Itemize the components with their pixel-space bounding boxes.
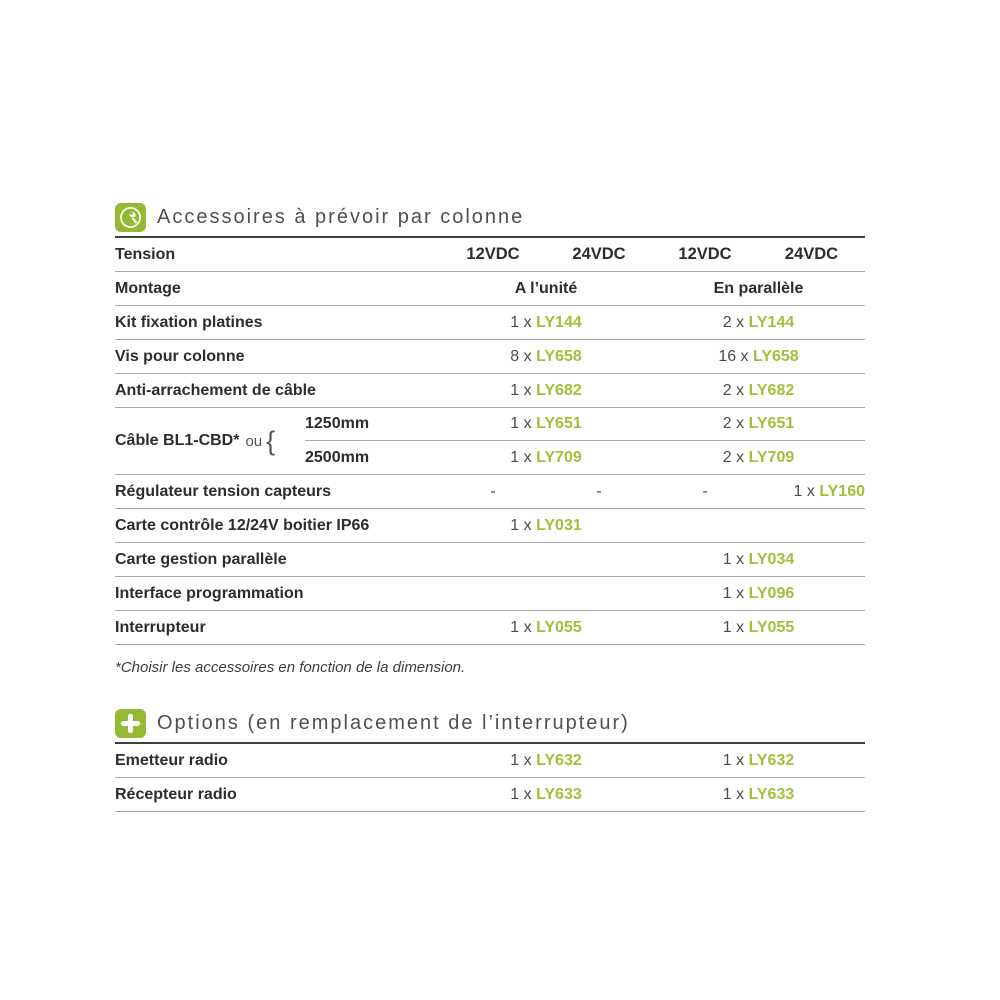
options-title: Options (en remplacement de l’interrupteur) [157, 712, 630, 734]
options-section [115, 708, 865, 812]
quantity: 1 x [510, 751, 532, 769]
part-code: LY651 [748, 415, 795, 432]
plus-icon [115, 709, 146, 738]
value-cell [652, 483, 758, 501]
row-label: Emetteur radio [115, 751, 228, 769]
quantity: - [596, 482, 602, 500]
brace-glyph: { [266, 425, 276, 456]
quantity: 1 x [510, 381, 532, 399]
accessories-section-header [115, 202, 865, 233]
part-code: LY034 [748, 550, 795, 568]
quantity: 2 x [722, 448, 745, 466]
table-row [115, 744, 865, 778]
quantity: 2 x [722, 313, 745, 331]
part-code: LY709 [536, 448, 582, 466]
qty-code-cell [440, 408, 652, 441]
part-code: LY633 [748, 785, 795, 803]
part-code: LY055 [536, 618, 582, 636]
cable-connector: ou [245, 432, 263, 450]
quantity: 1 x [510, 313, 532, 331]
table-row [115, 374, 865, 408]
qty-code-cell [652, 314, 865, 332]
row-label: Carte gestion parallèle [115, 550, 287, 568]
table-row [115, 509, 865, 543]
qty-code-cell [440, 619, 652, 637]
qty-code-cell [652, 752, 865, 770]
table-row [115, 611, 865, 645]
qty-code-cell [652, 619, 865, 637]
quantity: 1 x [722, 785, 745, 803]
quantity: 1 x [722, 751, 745, 769]
row-label: Carte contrôle 12/24V boitier IP66 [115, 516, 370, 534]
qty-code-cell [652, 585, 865, 603]
quantity: 16 x [718, 347, 749, 365]
cable-sublabel: 2500mm [305, 448, 370, 466]
quantity: 1 x [510, 448, 532, 466]
qty-code-cell [440, 517, 652, 535]
table-row [115, 475, 865, 509]
row-label: Récepteur radio [115, 785, 237, 803]
qty-code-cell [652, 551, 865, 569]
row-label: Régulateur tension capteurs [115, 482, 332, 500]
quantity: - [702, 482, 708, 500]
montage-row [115, 272, 865, 306]
qty-code-cell [440, 441, 652, 474]
part-code: LY031 [536, 516, 582, 534]
table-row [115, 340, 865, 374]
row-label: Anti-arrachement de câble [115, 381, 316, 399]
quantity: 1 x [510, 785, 532, 803]
table-row [115, 543, 865, 577]
tension-header-row [115, 238, 865, 272]
qty-code-cell [440, 314, 652, 332]
accessories-title: Accessoires à prévoir par colonne [157, 206, 525, 228]
part-code: LY160 [819, 482, 865, 500]
cable-row [115, 408, 865, 475]
quantity: 2 x [722, 415, 745, 432]
quantity: 1 x [722, 618, 745, 636]
part-code: LY709 [748, 448, 795, 466]
row-label: Vis pour colonne [115, 347, 245, 365]
tension-label: Tension [115, 245, 176, 263]
part-code: LY632 [748, 751, 795, 769]
part-code: LY633 [536, 785, 582, 803]
qty-code-cell [440, 348, 652, 366]
part-code: LY096 [748, 584, 795, 602]
cable-label-text: Câble BL1-CBD* [115, 432, 240, 449]
options-table [115, 742, 865, 812]
mounting-group-header: A l’unité [514, 279, 578, 297]
quantity: 1 x [510, 618, 532, 636]
qty-code-cell [758, 483, 865, 501]
row-label: Interface programmation [115, 584, 304, 602]
value-cell [440, 483, 546, 501]
voltage-column-header: 24VDC [572, 245, 626, 263]
part-code: LY144 [536, 313, 582, 331]
table-row [115, 306, 865, 340]
options-section-header [115, 708, 865, 739]
qty-code-cell [652, 441, 865, 474]
part-code: LY658 [753, 347, 799, 365]
mounting-group-header: En parallèle [713, 279, 804, 297]
part-code: LY682 [536, 381, 582, 399]
page-content [115, 202, 865, 812]
row-label: Kit fixation platines [115, 313, 263, 331]
quantity: - [490, 482, 496, 500]
montage-label: Montage [115, 279, 181, 297]
row-label: Interrupteur [115, 618, 206, 636]
quantity: 1 x [722, 584, 745, 602]
quantity: 1 x [510, 516, 532, 534]
part-code: LY658 [536, 347, 582, 365]
part-code: LY632 [536, 751, 582, 769]
qty-code-cell [652, 786, 865, 804]
qty-code-cell [652, 382, 865, 400]
wrench-icon [115, 203, 146, 232]
footnote: *Choisir les accessoires en fonction de la dimension. [115, 659, 466, 676]
qty-code-cell [652, 408, 865, 441]
row-label [115, 408, 305, 474]
cable-sublabel: 1250mm [305, 408, 440, 441]
voltage-column-header: 12VDC [678, 245, 732, 263]
quantity: 8 x [510, 347, 532, 365]
quantity: 1 x [510, 415, 532, 432]
voltage-column-header: 12VDC [466, 245, 520, 263]
qty-code-cell [440, 786, 652, 804]
qty-code-cell [440, 382, 652, 400]
part-code: LY055 [748, 618, 795, 636]
voltage-column-header: 24VDC [784, 245, 839, 263]
accessories-table [115, 236, 865, 645]
quantity: 2 x [722, 381, 745, 399]
part-code: LY682 [748, 381, 795, 399]
part-code: LY144 [748, 313, 795, 331]
qty-code-cell [440, 752, 652, 770]
qty-code-cell [652, 348, 865, 366]
quantity: 1 x [722, 550, 745, 568]
quantity: 1 x [793, 482, 815, 500]
value-cell [546, 483, 652, 501]
table-row [115, 577, 865, 611]
table-row [115, 778, 865, 812]
part-code: LY651 [536, 415, 582, 432]
